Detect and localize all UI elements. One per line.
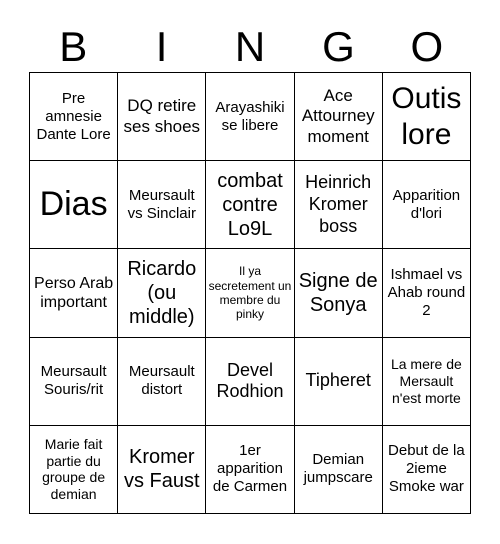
bingo-cell-text: Ricardo (ou middle) <box>127 257 197 328</box>
bingo-cell[interactable] <box>30 338 118 426</box>
bingo-cell[interactable] <box>206 249 294 337</box>
bingo-cell[interactable] <box>118 426 206 514</box>
bingo-cell-text: DQ retire ses shoes <box>123 96 201 136</box>
bingo-cell-text: Il ya secretement un membre du pinky <box>208 264 292 322</box>
bingo-cell-text: Kromer vs Faust <box>124 446 200 493</box>
bingo-cell-text: La mere de Mersault n'est morte <box>390 356 462 406</box>
bingo-cell-text: Arayashiki se libere <box>215 98 285 134</box>
bingo-cell-text: Dias <box>39 185 108 224</box>
header-letter-g: G <box>322 23 355 70</box>
bingo-cell[interactable] <box>295 73 383 161</box>
bingo-cell[interactable] <box>295 249 383 337</box>
bingo-cell[interactable] <box>118 161 206 249</box>
header-letter-o: O <box>410 23 444 70</box>
bingo-cell-text: Ace Attourney moment <box>301 86 375 146</box>
bingo-cell[interactable] <box>383 73 471 161</box>
bingo-cell-text: Signe de Sonya <box>298 269 378 316</box>
bingo-cell[interactable] <box>118 338 206 426</box>
bingo-header <box>29 22 471 72</box>
bingo-cell[interactable] <box>206 426 294 514</box>
bingo-cell-text: Meursault vs Sinclair <box>127 186 196 222</box>
bingo-cell-text: Devel Rodhion <box>216 359 284 402</box>
header-letter-b: B <box>59 23 88 70</box>
bingo-cell[interactable] <box>383 426 471 514</box>
bingo-cell[interactable] <box>295 426 383 514</box>
bingo-cell-text: Debut de la 2ieme Smoke war <box>388 442 465 496</box>
bingo-cell[interactable] <box>206 161 294 249</box>
bingo-cell[interactable] <box>118 249 206 337</box>
bingo-cell-text: Outis lore <box>391 81 462 151</box>
bingo-cell-text: Heinrich Kromer boss <box>305 172 372 236</box>
bingo-cell[interactable] <box>206 73 294 161</box>
bingo-cell-text: Perso Arab important <box>34 274 114 311</box>
bingo-cell-text: combat contre Lo9L <box>217 169 283 240</box>
bingo-cell-text: Meursault distort <box>128 363 195 399</box>
bingo-cell[interactable] <box>383 249 471 337</box>
bingo-cell[interactable] <box>383 338 471 426</box>
bingo-cell[interactable] <box>30 73 118 161</box>
bingo-cell-text: Demian jumpscare <box>303 451 373 487</box>
bingo-cell[interactable] <box>295 338 383 426</box>
bingo-cell-text: Ishmael vs Ahab round 2 <box>387 265 466 319</box>
bingo-cell-text: Meursault Souris/rit <box>40 363 107 399</box>
bingo-cell[interactable] <box>118 73 206 161</box>
bingo-grid <box>29 72 471 514</box>
header-letter-n: N <box>234 23 266 70</box>
bingo-cell[interactable] <box>383 161 471 249</box>
bingo-cell-text: 1er apparition de Carmen <box>212 442 288 496</box>
bingo-cell-text: Apparition d'lori <box>392 186 461 222</box>
bingo-cell[interactable] <box>30 426 118 514</box>
bingo-cell-text: Pre amnesie Dante Lore <box>36 89 111 143</box>
bingo-cell-text: Marie fait partie du groupe de demian <box>42 435 106 503</box>
bingo-cell[interactable] <box>295 161 383 249</box>
bingo-cell-text: Tipheret <box>305 370 371 391</box>
header-letter-i: I <box>155 23 168 70</box>
bingo-cell[interactable] <box>206 338 294 426</box>
bingo-cell[interactable] <box>30 161 118 249</box>
bingo-cell[interactable] <box>30 249 118 337</box>
